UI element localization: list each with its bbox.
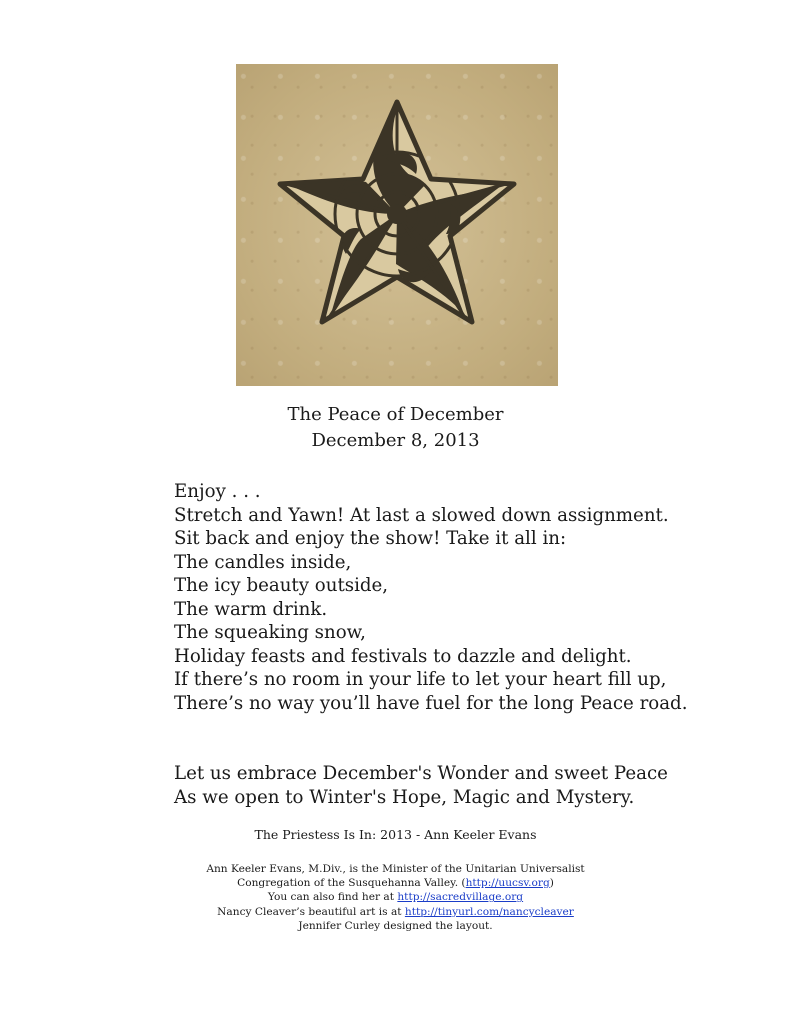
poem-line: There’s no way you’ll have fuel for the long Peace road. — [174, 692, 688, 714]
bio-line — [0, 876, 791, 890]
bio-text: Congregation of the Susquehanna Valley. ( — [237, 877, 466, 890]
poem-stanza-2 — [174, 762, 668, 810]
poem-line: The candles inside, — [174, 551, 352, 573]
poem-line: The icy beauty outside, — [174, 575, 389, 596]
bio-text: You can also find her at — [267, 891, 398, 904]
author-credit: The Priestess Is In: 2013 - Ann Keeler Evans — [254, 827, 537, 842]
bio-line — [0, 905, 791, 919]
bio-line: Jennifer Curley designed the layout. — [298, 919, 493, 932]
poem-stanza-1 — [174, 480, 688, 715]
poem-line: Holiday feasts and festivals to dazzle and delight. — [174, 645, 632, 667]
bio-line — [0, 890, 791, 904]
author-bio — [0, 862, 791, 933]
poem-line: Stretch and Yawn! At last a slowed down assignment. — [174, 504, 669, 526]
star-icon — [236, 64, 558, 386]
poem-line: The warm drink. — [174, 598, 328, 620]
poem-title: The Peace of December — [287, 404, 504, 425]
poem-line: Let us embrace December's Wonder and sweet Peace — [174, 763, 668, 784]
poem-line: Enjoy . . . — [174, 481, 261, 502]
poem-line: If there’s no room in your life to let your heart fill up, — [174, 669, 667, 690]
uucsv-link[interactable]: http://uucsv.org — [465, 877, 550, 890]
poem-line: Sit back and enjoy the show! Take it all in: — [174, 528, 567, 549]
bio-text: Nancy Cleaver’s beautiful art is at — [217, 905, 405, 918]
nancycleaver-link[interactable]: http://tinyurl.com/nancycleaver — [404, 905, 574, 918]
poem-line: The squeaking snow, — [174, 622, 366, 643]
poem-date: December 8, 2013 — [311, 430, 480, 451]
bio-line: Ann Keeler Evans, M.Div., is the Minister of the Unitarian Universalist — [206, 863, 585, 875]
poem-line: As we open to Winter's Hope, Magic and Mystery. — [174, 787, 635, 808]
star-artwork — [236, 64, 558, 386]
sacredvillage-link[interactable]: http://sacredvillage.org — [397, 891, 524, 904]
bio-text: ) — [549, 877, 554, 890]
